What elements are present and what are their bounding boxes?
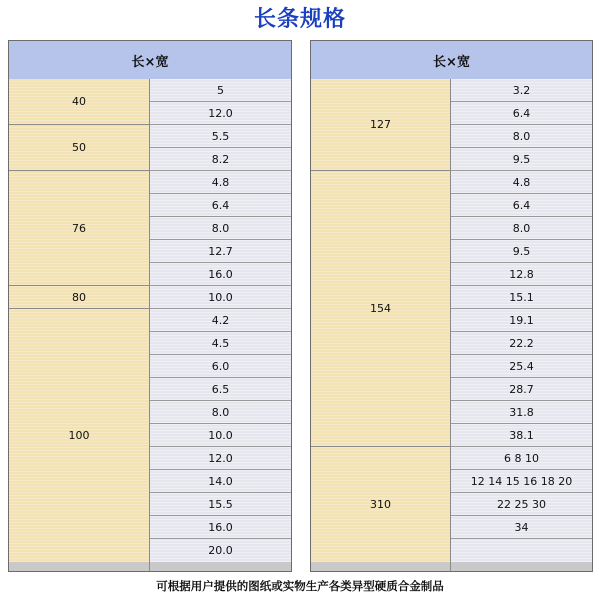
table-header <box>9 41 291 80</box>
length-cell: 127 <box>311 79 450 171</box>
width-cell: 10.0 <box>150 286 291 309</box>
width-cell: 9.5 <box>451 148 592 171</box>
width-cell: 22.2 <box>451 332 592 355</box>
width-cell: 25.4 <box>451 355 592 378</box>
length-cell: 80 <box>9 286 149 309</box>
width-cell: 20.0 <box>150 539 291 562</box>
width-cell: 8.0 <box>150 217 291 240</box>
width-cell: 6 8 10 <box>451 447 592 470</box>
width-cell: 16.0 <box>150 516 291 539</box>
width-cell: 8.0 <box>150 401 291 424</box>
width-cell: 12.8 <box>451 263 592 286</box>
width-column <box>150 79 291 571</box>
width-cell: 12.7 <box>150 240 291 263</box>
length-cell: 50 <box>9 125 149 171</box>
width-cell: 5.5 <box>150 125 291 148</box>
length-cell: 154 <box>311 171 450 447</box>
width-cell: 12 14 15 16 18 20 <box>451 470 592 493</box>
width-cell: 9.5 <box>451 240 592 263</box>
width-cell <box>451 539 592 562</box>
header-label: 长×宽 <box>433 54 470 70</box>
width-cell: 12.0 <box>150 102 291 125</box>
width-column <box>451 79 592 571</box>
width-cell: 3.2 <box>451 79 592 102</box>
width-cell: 8.2 <box>150 148 291 171</box>
width-cell: 28.7 <box>451 378 592 401</box>
width-cell: 22 25 30 <box>451 493 592 516</box>
length-column <box>9 79 150 571</box>
width-cell: 12.0 <box>150 447 291 470</box>
width-cell: 5 <box>150 79 291 102</box>
width-cell: 15.5 <box>150 493 291 516</box>
width-cell: 15.1 <box>451 286 592 309</box>
footer-note: 可根据用户提供的图纸或实物生产各类异型硬质合金制品 <box>156 579 444 593</box>
width-cell: 6.0 <box>150 355 291 378</box>
length-cell: 100 <box>9 309 149 562</box>
width-cell: 31.8 <box>451 401 592 424</box>
width-cell: 4.8 <box>150 171 291 194</box>
length-cell: 40 <box>9 79 149 125</box>
width-cell: 6.4 <box>451 102 592 125</box>
width-cell: 14.0 <box>150 470 291 493</box>
width-cell: 16.0 <box>150 263 291 286</box>
length-column <box>311 79 451 571</box>
header-label: 长×宽 <box>131 54 169 70</box>
width-cell: 19.1 <box>451 309 592 332</box>
page-title: 长条规格 <box>253 6 346 32</box>
width-cell: 38.1 <box>451 424 592 447</box>
width-cell: 8.0 <box>451 125 592 148</box>
width-cell: 34 <box>451 516 592 539</box>
width-cell: 6.5 <box>150 378 291 401</box>
width-cell: 10.0 <box>150 424 291 447</box>
length-cell: 310 <box>311 447 450 562</box>
length-cell: 76 <box>9 171 149 286</box>
left-spec-table <box>8 40 292 572</box>
width-cell: 6.4 <box>150 194 291 217</box>
width-cell: 4.8 <box>451 171 592 194</box>
width-cell: 4.2 <box>150 309 291 332</box>
width-cell: 8.0 <box>451 217 592 240</box>
width-cell: 6.4 <box>451 194 592 217</box>
width-cell: 4.5 <box>150 332 291 355</box>
table-header <box>311 41 592 80</box>
right-spec-table <box>310 40 593 572</box>
